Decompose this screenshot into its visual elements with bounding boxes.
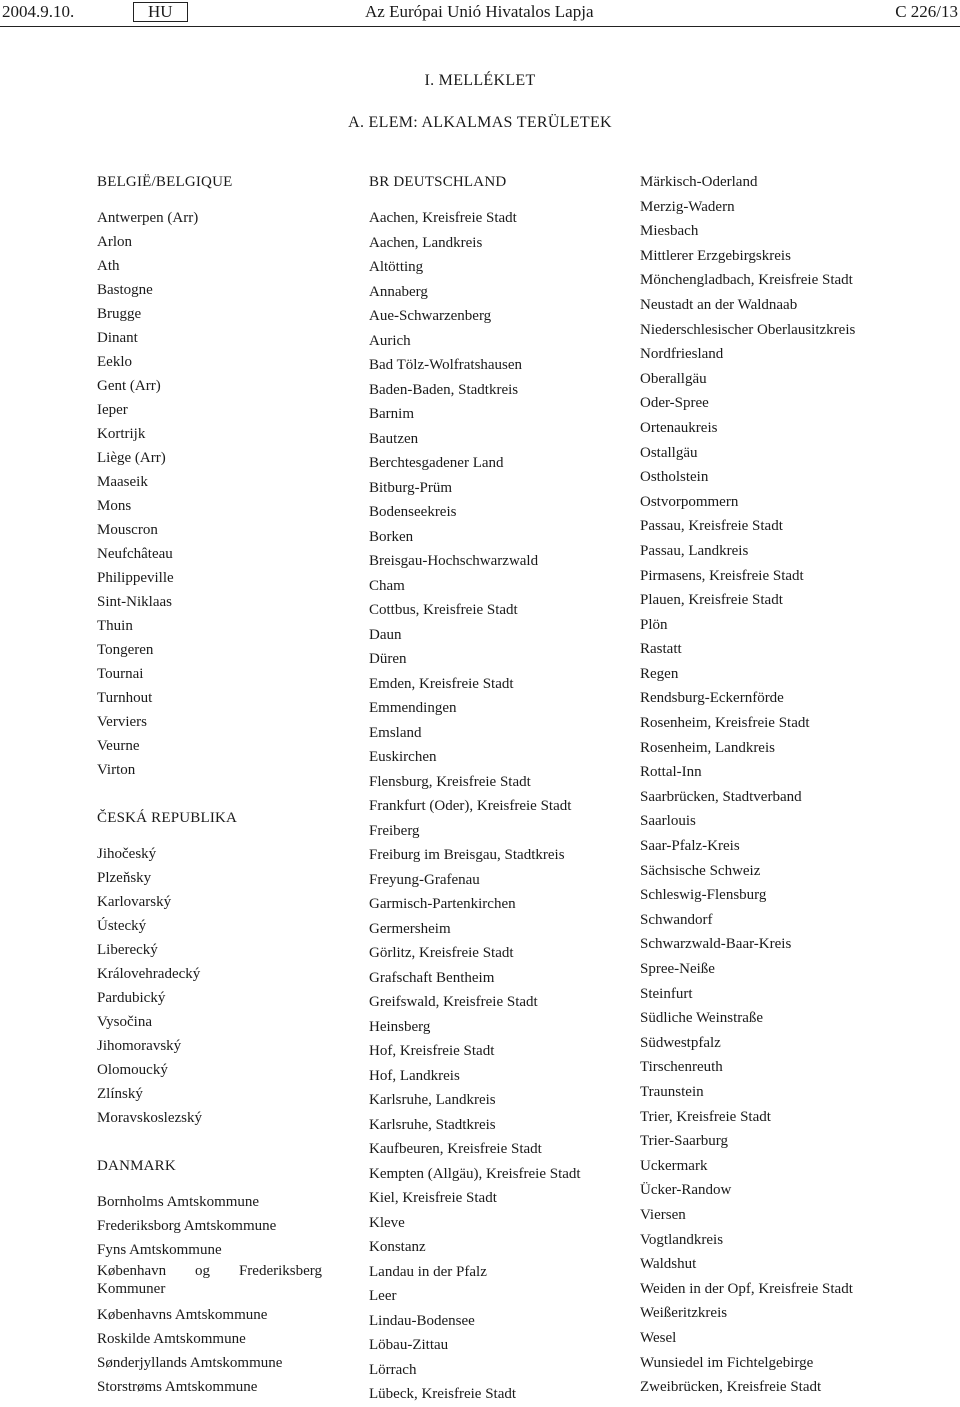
journal-title: Az Európai Unió Hivatalos Lapja bbox=[365, 2, 594, 21]
czech-region-item: Jihočeský bbox=[97, 846, 157, 862]
germany-continued-region-item: Tirschenreuth bbox=[640, 1059, 723, 1076]
germany-continued-region-item: Zweibrücken, Kreisfreie Stadt bbox=[640, 1379, 822, 1396]
germany-region-item: Baden-Baden, Stadtkreis bbox=[369, 381, 519, 398]
czech-region-item: Karlovarský bbox=[97, 894, 172, 910]
germany-region-item: Frankfurt (Oder), Kreisfreie Stadt bbox=[369, 798, 572, 814]
germany-region-item: Lörrach bbox=[369, 1361, 417, 1378]
belgium-region-item: Bastogne bbox=[97, 282, 153, 298]
denmark-region-item: Bornholms Amtskommune bbox=[97, 1194, 260, 1210]
denmark-region-item: Københavns Amtskommune bbox=[97, 1307, 268, 1323]
germany-continued-region-item: Schwarzwald-Baar-Kreis bbox=[640, 936, 792, 953]
germany-continued-region-item: Märkisch-Oderland bbox=[640, 174, 758, 190]
germany-continued-region-item: Viersen bbox=[640, 1206, 686, 1223]
germany-region-item: Germersheim bbox=[369, 920, 451, 937]
germany-continued-region-item: Weißeritzkreis bbox=[640, 1305, 728, 1322]
germany-continued-region-item: Südliche Weinstraße bbox=[640, 1010, 764, 1027]
germany-region-item: Lindau-Bodensee bbox=[369, 1312, 475, 1329]
germany-region-item: Kempten (Allgäu), Kreisfreie Stadt bbox=[369, 1165, 581, 1182]
germany-region-item: Landau in der Pfalz bbox=[369, 1263, 487, 1280]
germany-continued-region-item: Steinfurt bbox=[640, 985, 693, 1002]
germany-continued-region-item: Vogtlandkreis bbox=[640, 1231, 724, 1248]
germany-region-item: Emmendingen bbox=[369, 700, 457, 716]
germany-continued-region-item: Rosenheim, Landkreis bbox=[640, 739, 775, 756]
germany-continued-region-item: Ortenaukreis bbox=[640, 419, 718, 436]
germany-region-item: Daun bbox=[369, 626, 402, 643]
part-title: A. ELEM: ALKALMAS TERÜLETEK bbox=[348, 114, 612, 131]
germany-region-item: Annaberg bbox=[369, 283, 428, 300]
column-middle bbox=[369, 170, 619, 1407]
germany-continued-region-item: Plön bbox=[640, 616, 668, 633]
germany-region-item: Hof, Landkreis bbox=[369, 1067, 460, 1084]
germany-region-item: Düren bbox=[369, 651, 407, 667]
czech-region-item: Moravskoslezský bbox=[97, 1110, 202, 1126]
denmark-region-item: København og Frederiksberg Kommuner bbox=[97, 1263, 322, 1297]
belgium-region-item: Mouscron bbox=[97, 522, 158, 538]
germany-continued-region-item: Trier, Kreisfreie Stadt bbox=[640, 1108, 771, 1125]
germany-region-item: Euskirchen bbox=[369, 749, 437, 765]
germany-continued-region-item: Merzig-Wadern bbox=[640, 198, 735, 215]
germany-continued-region-item: Plauen, Kreisfreie Stadt bbox=[640, 592, 783, 609]
language-code-box: HU bbox=[133, 2, 188, 22]
belgium-region-item: Arlon bbox=[97, 234, 132, 250]
czech-region-item: Plzeňsky bbox=[97, 870, 152, 886]
belgium-region-item: Brugge bbox=[97, 306, 142, 322]
germany-region-item: Bad Tölz-Wolfratshausen bbox=[369, 357, 523, 373]
germany-continued-region-item: Oder-Spree bbox=[640, 395, 709, 412]
germany-continued-region-item: Weiden in der Opf, Kreisfreie Stadt bbox=[640, 1280, 853, 1297]
belgium-region-item: Dinant bbox=[97, 330, 138, 346]
germany-region-item: Bautzen bbox=[369, 430, 419, 447]
germany-region-item: Emden, Kreisfreie Stadt bbox=[369, 675, 514, 692]
czech-region-item: Zlínský bbox=[97, 1086, 143, 1102]
germany-continued-region-item: Trier-Saarburg bbox=[640, 1133, 729, 1150]
germany-region-item: Kiel, Kreisfreie Stadt bbox=[369, 1190, 497, 1206]
germany-region-item: Aue-Schwarzenberg bbox=[369, 308, 492, 324]
germany-region-item: Cottbus, Kreisfreie Stadt bbox=[369, 602, 518, 618]
denmark-region-item: Frederiksborg Amtskommune bbox=[97, 1218, 277, 1234]
germany-continued-region-item: Passau, Kreisfreie Stadt bbox=[640, 518, 783, 535]
germany-continued-region-item: Ücker-Randow bbox=[640, 1182, 732, 1199]
germany-region-item: Kleve bbox=[369, 1214, 405, 1231]
belgium-region-item: Verviers bbox=[97, 714, 147, 730]
germany-continued-region-item: Ostvorpommern bbox=[640, 493, 739, 510]
belgium-region-item: Kortrijk bbox=[97, 426, 146, 442]
page-header bbox=[0, 0, 960, 26]
belgium-region-item: Sint-Niklaas bbox=[97, 594, 172, 610]
section-heading-denmark: DANMARK bbox=[97, 1158, 176, 1174]
denmark-region-item: Fyns Amtskommune bbox=[97, 1242, 222, 1258]
germany-region-item: Breisgau-Hochschwarzwald bbox=[369, 553, 539, 569]
germany-continued-region-item: Rottal-Inn bbox=[640, 764, 702, 781]
czech-region-item: Pardubický bbox=[97, 990, 166, 1006]
czech-region-item: Olomoucký bbox=[97, 1062, 168, 1078]
germany-continued-region-item: Rastatt bbox=[640, 641, 682, 658]
czech-region-item: Jihomoravský bbox=[97, 1038, 182, 1054]
column-right bbox=[640, 170, 940, 1400]
czech-region-item: Královehradecký bbox=[97, 966, 201, 982]
germany-continued-region-item: Wunsiedel im Fichtelgebirge bbox=[640, 1354, 814, 1371]
germany-region-item: Borken bbox=[369, 528, 414, 545]
germany-continued-region-item: Pirmasens, Kreisfreie Stadt bbox=[640, 567, 804, 584]
belgium-region-item: Veurne bbox=[97, 738, 140, 754]
germany-continued-region-item: Wesel bbox=[640, 1329, 677, 1346]
germany-continued-region-item: Sächsische Schweiz bbox=[640, 862, 761, 879]
germany-region-item: Heinsberg bbox=[369, 1018, 431, 1035]
germany-region-item: Garmisch-Partenkirchen bbox=[369, 896, 516, 912]
germany-region-item: Emsland bbox=[369, 724, 422, 741]
germany-continued-region-item: Traunstein bbox=[640, 1083, 704, 1100]
germany-region-item: Konstanz bbox=[369, 1239, 426, 1255]
belgium-region-item: Turnhout bbox=[97, 690, 153, 706]
page-reference: C 226/13 bbox=[895, 2, 958, 21]
germany-continued-region-item: Spree-Neiße bbox=[640, 961, 715, 977]
germany-continued-region-item: Saarbrücken, Stadtverband bbox=[640, 788, 802, 805]
belgium-region-item: Antwerpen (Arr) bbox=[97, 210, 199, 226]
germany-region-item: Altötting bbox=[369, 259, 424, 275]
germany-continued-region-item: Nordfriesland bbox=[640, 346, 724, 363]
germany-continued-region-item: Schleswig-Flensburg bbox=[640, 887, 767, 904]
germany-region-item: Karlsruhe, Landkreis bbox=[369, 1092, 496, 1108]
belgium-region-item: Tournai bbox=[97, 666, 144, 682]
publication-date: 2004.9.10. bbox=[2, 2, 75, 21]
section-heading-belgium: BELGIË/BELGIQUE bbox=[97, 174, 233, 190]
germany-continued-region-item: Niederschlesischer Oberlausitzkreis bbox=[640, 321, 856, 338]
germany-region-item: Löbau-Zittau bbox=[369, 1337, 449, 1353]
belgium-region-item: Ath bbox=[97, 258, 120, 274]
germany-region-item: Barnim bbox=[369, 406, 414, 422]
czech-region-item: Liberecký bbox=[97, 942, 158, 958]
germany-continued-region-item: Regen bbox=[640, 665, 679, 682]
denmark-region-item: Sønderjyllands Amtskommune bbox=[97, 1355, 283, 1371]
germany-region-item: Hof, Kreisfreie Stadt bbox=[369, 1043, 495, 1059]
germany-region-item: Bitburg-Prüm bbox=[369, 479, 453, 496]
germany-region-item: Lübeck, Kreisfreie Stadt bbox=[369, 1386, 517, 1402]
belgium-region-item: Gent (Arr) bbox=[97, 378, 161, 394]
belgium-region-item: Thuin bbox=[97, 618, 133, 634]
germany-continued-region-item: Passau, Landkreis bbox=[640, 542, 749, 559]
germany-region-item: Karlsruhe, Stadtkreis bbox=[369, 1116, 496, 1133]
germany-continued-region-item: Uckermark bbox=[640, 1157, 708, 1174]
germany-continued-region-item: Mittlerer Erzgebirgskreis bbox=[640, 247, 791, 264]
germany-region-item: Freiberg bbox=[369, 822, 420, 839]
belgium-region-item: Ieper bbox=[97, 402, 128, 418]
germany-region-item: Leer bbox=[369, 1288, 397, 1304]
germany-continued-region-item: Ostholstein bbox=[640, 469, 709, 486]
germany-continued-region-item: Ostallgäu bbox=[640, 444, 698, 461]
germany-region-item: Freiburg im Breisgau, Stadtkreis bbox=[369, 847, 565, 863]
germany-region-item: Grafschaft Bentheim bbox=[369, 969, 495, 986]
germany-region-item: Kaufbeuren, Kreisfreie Stadt bbox=[369, 1141, 542, 1157]
belgium-region-item: Eeklo bbox=[97, 354, 132, 370]
section-spacer bbox=[97, 782, 322, 806]
germany-continued-region-item: Saar-Pfalz-Kreis bbox=[640, 838, 740, 855]
germany-region-item: Greifswald, Kreisfreie Stadt bbox=[369, 994, 538, 1010]
germany-continued-region-item: Rendsburg-Eckernförde bbox=[640, 690, 784, 707]
germany-region-item: Görlitz, Kreisfreie Stadt bbox=[369, 945, 514, 961]
column-left bbox=[97, 170, 322, 1399]
annex-title: I. MELLÉKLET bbox=[424, 72, 536, 89]
germany-region-item: Aurich bbox=[369, 332, 411, 349]
denmark-region-item: Roskilde Amtskommune bbox=[97, 1331, 246, 1347]
germany-continued-region-item: Saarlouis bbox=[640, 813, 696, 830]
czech-region-item: Vysočina bbox=[97, 1014, 152, 1030]
section-heading-czech: ČESKÁ REPUBLIKA bbox=[97, 810, 238, 826]
section-spacer bbox=[97, 1130, 322, 1154]
germany-continued-region-item: Neustadt an der Waldnaab bbox=[640, 296, 798, 313]
belgium-region-item: Mons bbox=[97, 498, 132, 514]
germany-continued-region-item: Miesbach bbox=[640, 223, 699, 240]
belgium-region-item: Liège (Arr) bbox=[97, 450, 166, 466]
germany-region-item: Berchtesgadener Land bbox=[369, 455, 504, 471]
germany-region-item: Freyung-Grafenau bbox=[369, 871, 480, 888]
belgium-region-item: Neufchâteau bbox=[97, 546, 173, 562]
section-heading-germany: BR DEUTSCHLAND bbox=[369, 174, 507, 190]
germany-continued-region-item: Südwestpfalz bbox=[640, 1034, 721, 1051]
germany-region-item: Aachen, Landkreis bbox=[369, 234, 483, 251]
belgium-region-item: Maaseik bbox=[97, 474, 148, 490]
germany-continued-region-item: Oberallgäu bbox=[640, 370, 707, 387]
denmark-region-item: Storstrøms Amtskommune bbox=[97, 1379, 258, 1395]
belgium-region-item: Virton bbox=[97, 762, 136, 778]
czech-region-item: Ústecký bbox=[97, 918, 147, 934]
germany-region-item: Bodenseekreis bbox=[369, 504, 457, 520]
germany-continued-region-item: Mönchengladbach, Kreisfreie Stadt bbox=[640, 272, 853, 289]
germany-continued-region-item: Rosenheim, Kreisfreie Stadt bbox=[640, 715, 810, 732]
germany-continued-region-item: Waldshut bbox=[640, 1256, 697, 1273]
germany-region-item: Cham bbox=[369, 577, 405, 594]
germany-continued-region-item: Schwandorf bbox=[640, 911, 713, 928]
germany-region-item: Aachen, Kreisfreie Stadt bbox=[369, 210, 517, 226]
belgium-region-item: Philippeville bbox=[97, 570, 174, 586]
germany-region-item: Flensburg, Kreisfreie Stadt bbox=[369, 773, 531, 790]
belgium-region-item: Tongeren bbox=[97, 642, 154, 658]
header-rule bbox=[0, 26, 960, 27]
